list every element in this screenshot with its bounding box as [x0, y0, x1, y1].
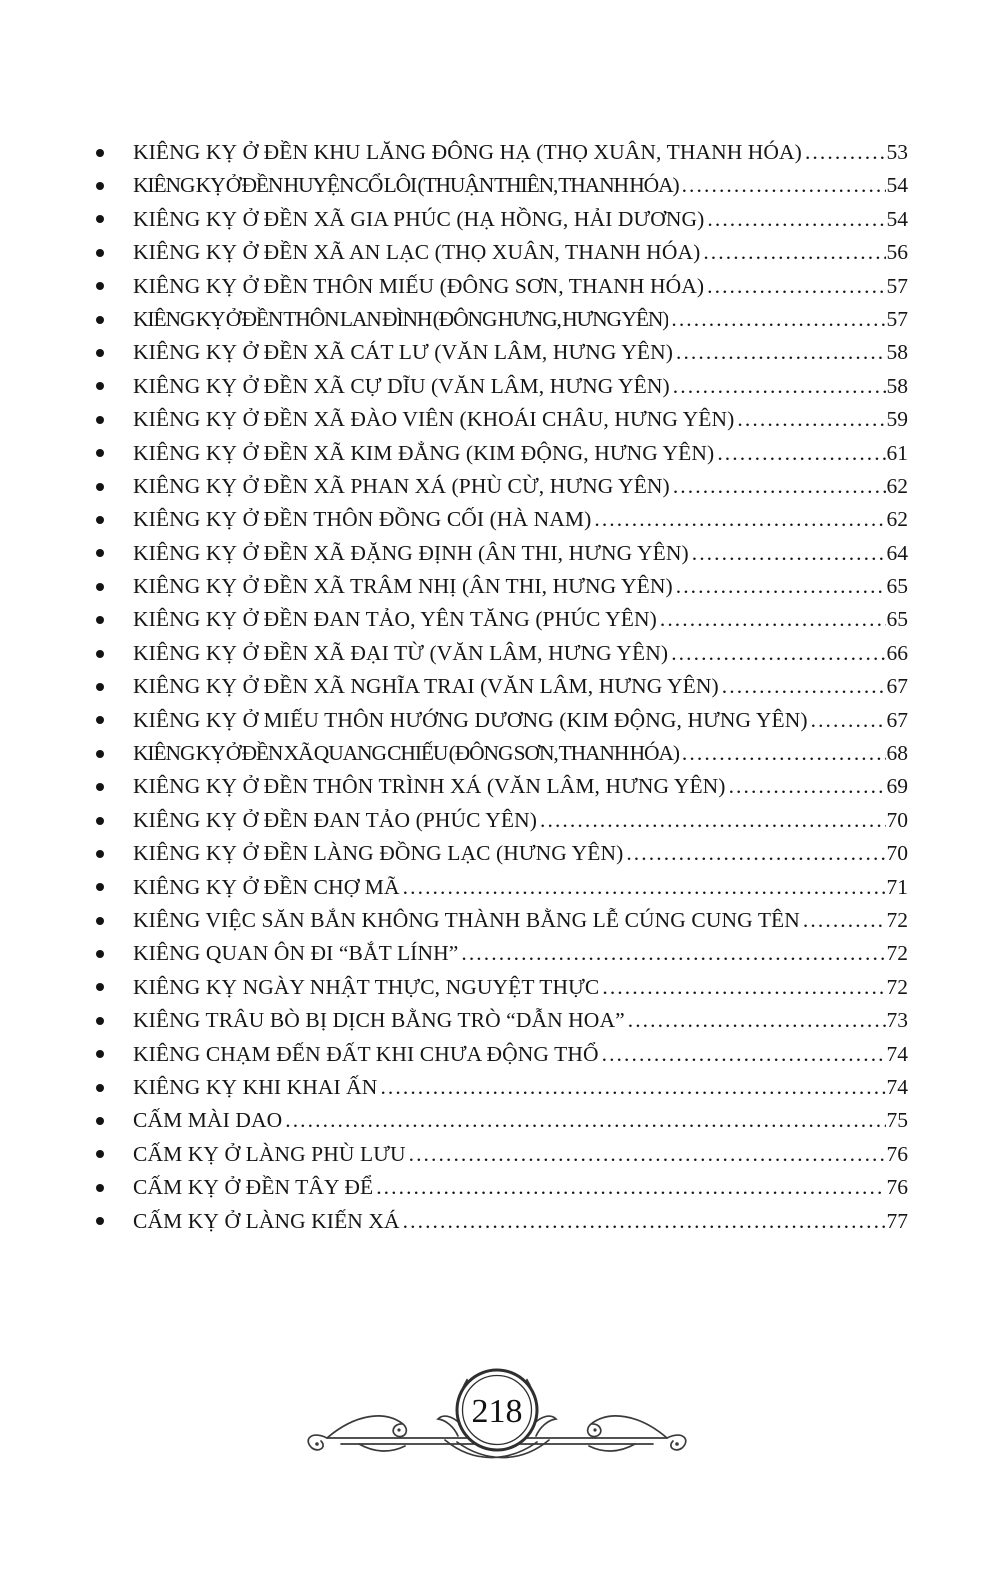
- toc-entry: [96, 603, 908, 636]
- bullet-icon: [96, 850, 104, 858]
- toc-entry-title: KIÊNG KỴ Ở ĐỀN XÃ ĐÀO VIÊN (KHOÁI CHÂU, HƯNG YÊN): [133, 407, 735, 432]
- toc-entry-page: 70: [886, 807, 908, 832]
- bullet-icon: [96, 316, 104, 324]
- toc-entry-title: KIÊNG KỴ Ở ĐỀN HUYỆN CỔ LÔI (THUẬN THIÊN, THANH HÓA): [133, 173, 679, 198]
- dot-leader: [692, 537, 886, 570]
- toc-entry-page: 59: [886, 407, 908, 432]
- toc-entry: [96, 1138, 908, 1171]
- toc-entry-page: 57: [886, 273, 908, 298]
- toc-entry-title: CẤM KỴ Ở LÀNG KIẾN XÁ: [133, 1208, 400, 1233]
- toc-entry-title: KIÊNG TRÂU BÒ BỊ DỊCH BẰNG TRÒ “DẪN HOA”: [133, 1008, 625, 1033]
- toc-entry-page: 53: [886, 140, 908, 164]
- toc-entry: [96, 737, 908, 770]
- toc-entry-page: 76: [886, 1141, 908, 1166]
- bullet-icon: [96, 783, 104, 791]
- toc-entry-title: CẤM KỴ Ở ĐỀN TÂY ĐỂ: [133, 1175, 374, 1200]
- bullet-icon: [96, 182, 104, 190]
- page-number: 218: [471, 1393, 523, 1430]
- toc-entry: [96, 270, 908, 303]
- toc-entry-title: KIÊNG KỴ Ở ĐỀN XÃ PHAN XÁ (PHÙ CỪ, HƯNG YÊN): [133, 473, 670, 498]
- toc-entry-title: KIÊNG KỴ Ở ĐỀN XÃ GIA PHÚC (HẠ HỒNG, HẢI DƯƠNG): [133, 206, 705, 231]
- dot-leader: [803, 904, 886, 937]
- bullet-icon: [96, 483, 104, 491]
- toc-entry-title: KIÊNG KỴ Ở MIẾU THÔN HƯỚNG DƯƠNG (KIM ĐỘNG, HƯNG YÊN): [133, 707, 808, 732]
- toc-entry: [96, 837, 908, 870]
- dot-leader: [682, 169, 886, 202]
- toc-entry-page: 76: [886, 1175, 908, 1200]
- toc-entry-page: 72: [886, 907, 908, 932]
- toc-entry: [96, 637, 908, 670]
- toc-entry-page: 58: [886, 373, 908, 398]
- bullet-icon: [96, 416, 104, 424]
- bullet-icon: [96, 549, 104, 557]
- toc-entry-title: KIÊNG KỴ Ở ĐỀN LÀNG ĐỒNG LẠC (HƯNG YÊN): [133, 841, 624, 866]
- bullet-icon: [96, 1050, 104, 1058]
- toc-entry-title: KIÊNG KỴ Ở ĐỀN ĐAN TẢO (PHÚC YÊN): [133, 807, 537, 832]
- toc-entry-title: KIÊNG KỴ Ở ĐỀN XÃ ĐẠI TỪ (VĂN LÂM, HƯNG YÊN): [133, 640, 669, 665]
- toc-entry: [96, 1104, 908, 1137]
- toc-entry-title: KIÊNG KỴ Ở ĐỀN KHU LĂNG ĐÔNG HẠ (THỌ XUÂN, THANH HÓA): [133, 140, 802, 164]
- toc-entry-page: 67: [886, 707, 908, 732]
- toc-entry-page: 72: [886, 941, 908, 966]
- toc-entry: [96, 971, 908, 1004]
- toc-entry: [96, 1171, 908, 1204]
- dot-leader: [403, 871, 886, 904]
- dot-leader: [409, 1138, 886, 1171]
- bullet-icon: [96, 382, 104, 390]
- dot-leader: [707, 203, 885, 236]
- toc-entry-title: KIÊNG KỴ Ở ĐỀN XÃ AN LẠC (THỌ XUÂN, THANH HÓA): [133, 240, 701, 265]
- dot-leader: [671, 637, 885, 670]
- toc-entry-page: 70: [886, 841, 908, 866]
- toc-entry: [96, 904, 908, 937]
- page-footer-ornament: [297, 1352, 697, 1484]
- bullet-icon: [96, 249, 104, 257]
- toc-entry-page: 56: [886, 240, 908, 265]
- toc-entry-title: KIÊNG KỴ Ở ĐỀN THÔN ĐỒNG CỐI (HÀ NAM): [133, 507, 592, 532]
- toc-entry-title: KIÊNG KỴ Ở ĐỀN XÃ NGHĨA TRAI (VĂN LÂM, HƯNG YÊN): [133, 674, 719, 699]
- toc-entry-page: 75: [886, 1108, 908, 1133]
- dot-leader: [722, 670, 886, 703]
- toc-entry: [96, 804, 908, 837]
- bullet-icon: [96, 449, 104, 457]
- toc-entry-page: 71: [886, 874, 908, 899]
- toc-entry-title: CẤM MÀI DAO: [133, 1108, 283, 1133]
- dot-leader: [671, 303, 885, 336]
- toc-entry: [96, 1071, 908, 1104]
- toc-entry: [96, 470, 908, 503]
- toc-entry-title: CẤM KỴ Ở LÀNG PHÙ LƯU: [133, 1141, 406, 1166]
- bullet-icon: [96, 1117, 104, 1125]
- toc-entry-title: KIÊNG KỴ Ở ĐỀN XÃ TRÂM NHỊ (ÂN THI, HƯNG YÊN): [133, 574, 673, 599]
- dot-leader: [376, 1171, 885, 1204]
- toc-entry: [96, 670, 908, 703]
- toc-entry: [96, 203, 908, 236]
- toc-entry: [96, 770, 908, 803]
- dot-leader: [461, 937, 885, 970]
- toc-entry-title: KIÊNG KỴ Ở ĐỀN THÔN MIẾU (ĐÔNG SƠN, THANH HÓA): [133, 273, 705, 298]
- dot-leader: [673, 370, 886, 403]
- toc-entry: [96, 1205, 908, 1238]
- bullet-icon: [96, 583, 104, 591]
- toc-entry: [96, 136, 908, 169]
- toc-entry: [96, 503, 908, 536]
- toc-entry-title: KIÊNG VIỆC SĂN BẮN KHÔNG THÀNH BẰNG LỄ CÚNG CUNG TÊN: [133, 907, 800, 932]
- dot-leader: [676, 570, 886, 603]
- toc-entry: [96, 236, 908, 269]
- bullet-icon: [96, 950, 104, 958]
- toc-entry-title: KIÊNG KỴ NGÀY NHẬT THỰC, NGUYỆT THỰC: [133, 974, 600, 999]
- bullet-icon: [96, 917, 104, 925]
- dot-leader: [602, 1038, 886, 1071]
- toc-entry: [96, 537, 908, 570]
- bullet-icon: [96, 716, 104, 724]
- toc-entry: [96, 336, 908, 369]
- toc-entry-page: 68: [886, 741, 908, 766]
- dot-leader: [285, 1104, 885, 1137]
- toc-entry: [96, 937, 908, 970]
- toc-entry-page: 58: [886, 340, 908, 365]
- toc-entry: [96, 871, 908, 904]
- dot-leader: [602, 971, 885, 1004]
- dot-leader: [673, 470, 886, 503]
- dot-leader: [682, 737, 886, 770]
- bullet-icon: [96, 1184, 104, 1192]
- dot-leader: [660, 603, 886, 636]
- toc-entry-title: KIÊNG KỴ Ở ĐỀN THÔN TRÌNH XÁ (VĂN LÂM, HƯNG YÊN): [133, 774, 726, 799]
- dot-leader: [540, 804, 886, 837]
- bullet-icon: [96, 750, 104, 758]
- dot-leader: [703, 236, 885, 269]
- dot-leader: [737, 403, 885, 436]
- toc-list: [96, 136, 908, 1238]
- dot-leader: [594, 503, 885, 536]
- toc-entry-page: 73: [886, 1008, 908, 1033]
- toc-entry-title: KIÊNG KỴ Ở ĐỀN ĐAN TẢO, YÊN TĂNG (PHÚC YÊN): [133, 607, 657, 632]
- toc-entry: [96, 437, 908, 470]
- toc-entry: [96, 370, 908, 403]
- bullet-icon: [96, 1017, 104, 1025]
- dot-leader: [729, 770, 886, 803]
- toc-entry-page: 65: [886, 607, 908, 632]
- toc-entry-page: 69: [886, 774, 908, 799]
- dot-leader: [717, 437, 885, 470]
- toc-entry-page: 67: [886, 674, 908, 699]
- footer-flourish-icon: [297, 1352, 697, 1484]
- bullet-icon: [96, 1150, 104, 1158]
- toc-entry-title: KIÊNG KỴ KHI KHAI ẤN: [133, 1074, 378, 1099]
- bullet-icon: [96, 883, 104, 891]
- bullet-icon: [96, 983, 104, 991]
- toc-entry-title: KIÊNG KỴ Ở ĐỀN THÔN LAN ĐÌNH (ĐÔNG HƯNG, HƯNG YÊN): [133, 306, 669, 331]
- toc-entry: [96, 1004, 908, 1037]
- toc-entry-page: 57: [886, 306, 908, 331]
- dot-leader: [676, 336, 886, 369]
- dot-leader: [380, 1071, 885, 1104]
- dot-leader: [403, 1205, 886, 1238]
- toc-entry: [96, 169, 908, 202]
- bullet-icon: [96, 650, 104, 658]
- toc-entry: [96, 303, 908, 336]
- toc-entry-title: KIÊNG KỴ Ở ĐỀN XÃ KIM ĐẲNG (KIM ĐỘNG, HƯNG YÊN): [133, 440, 715, 465]
- toc-entry-page: 74: [886, 1041, 908, 1066]
- bullet-icon: [96, 349, 104, 357]
- dot-leader: [628, 1004, 886, 1037]
- bullet-icon: [96, 282, 104, 290]
- toc-entry-page: 77: [886, 1208, 908, 1233]
- toc-entry-page: 72: [886, 974, 908, 999]
- bullet-icon: [96, 149, 104, 157]
- bullet-icon: [96, 817, 104, 825]
- toc-entry-page: 66: [886, 640, 908, 665]
- dot-leader: [805, 136, 886, 169]
- dot-leader: [707, 270, 885, 303]
- bullet-icon: [96, 1217, 104, 1225]
- toc-entry-title: KIÊNG KỴ Ở ĐỀN XÃ CỰ DĨU (VĂN LÂM, HƯNG YÊN): [133, 373, 670, 398]
- bullet-icon: [96, 215, 104, 223]
- toc-entry: [96, 570, 908, 603]
- bullet-icon: [96, 516, 104, 524]
- toc-entry-title: KIÊNG KỴ Ở ĐỀN XÃ ĐẶNG ĐỊNH (ÂN THI, HƯNG YÊN): [133, 540, 689, 565]
- toc-entry-title: KIÊNG CHẠM ĐẾN ĐẤT KHI CHƯA ĐỘNG THỔ: [133, 1041, 599, 1066]
- toc-entry-title: KIÊNG QUAN ÔN ĐI “BẮT LÍNH”: [133, 941, 459, 966]
- toc-entry: [96, 1038, 908, 1071]
- toc-entry-page: 54: [886, 173, 908, 198]
- toc-entry: [96, 704, 908, 737]
- toc-entry-page: 54: [886, 206, 908, 231]
- toc-entry-page: 61: [886, 440, 908, 465]
- toc-entry-page: 74: [886, 1074, 908, 1099]
- bullet-icon: [96, 683, 104, 691]
- toc-entry: [96, 403, 908, 436]
- toc-entry-page: 64: [886, 540, 908, 565]
- bullet-icon: [96, 1084, 104, 1092]
- toc-entry-page: 65: [886, 574, 908, 599]
- dot-leader: [811, 704, 886, 737]
- toc-entry-page: 62: [886, 473, 908, 498]
- toc-entry-title: KIÊNG KỴ Ở ĐỀN XÃ CÁT LƯ (VĂN LÂM, HƯNG YÊN): [133, 340, 673, 365]
- bullet-icon: [96, 616, 104, 624]
- toc-entry-title: KIÊNG KỴ Ở ĐỀN XÃ QUANG CHIẾU (ĐÔNG SƠN, THANH HÓA): [133, 741, 679, 766]
- toc-entry-title: KIÊNG KỴ Ở ĐỀN CHỢ MÃ: [133, 874, 400, 899]
- toc-entry-page: 62: [886, 507, 908, 532]
- dot-leader: [626, 837, 885, 870]
